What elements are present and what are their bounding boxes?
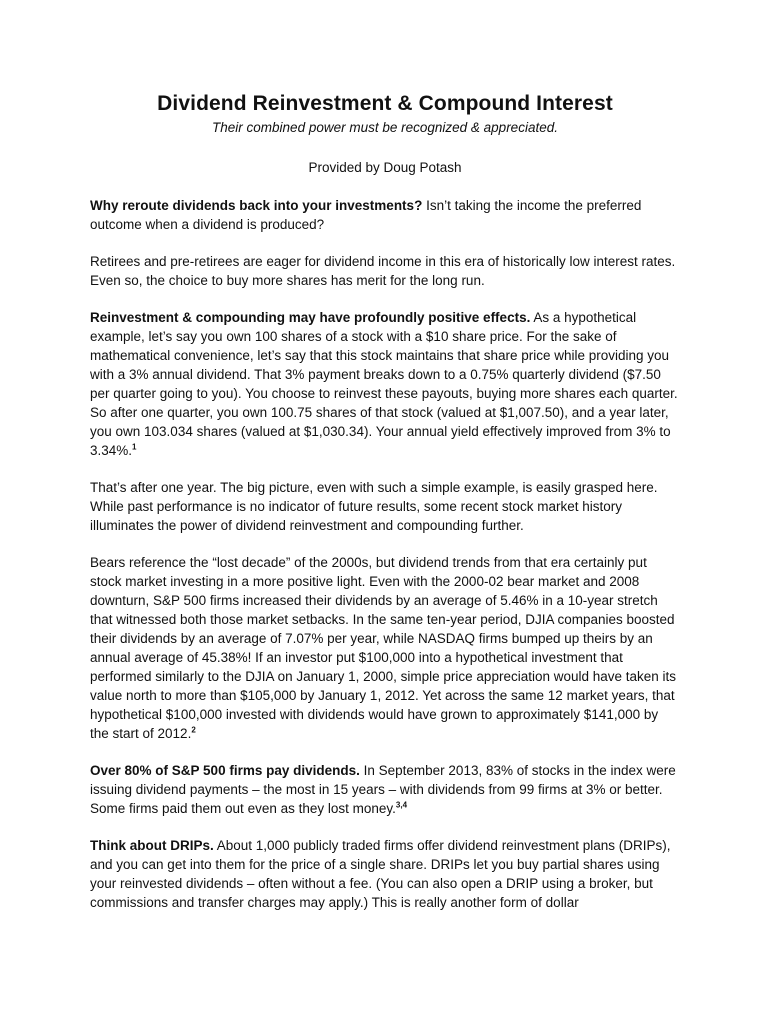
paragraph-text: Retirees and pre-retirees are eager for dividend income in this era of historically low interest rates. Even so, the choice to buy more shares has merit for the long run.: [90, 254, 676, 288]
paragraph: [90, 836, 680, 912]
paragraph: [90, 252, 680, 290]
paragraph-text: As a hypothetical example, let’s say you own 100 shares of a stock with a $10 share price. For the sake of mathematical convenience, let’s say that this stock maintains that share price while providing you with a 3% annual dividend. That 3% payment breaks down to a 0.75% quarterly dividend ($7.50 per quarter going to you). You choose to reinvest these payouts, buying more shares each quarter. So after one quarter, you own 100.75 shares of that stock (valued at $1,007.50), and a year later, you own 103.034 shares (valued at $1,030.34). Your annual yield effectively improved from 3% to 3.34%.: [90, 310, 678, 458]
document-title: Dividend Reinvestment & Compound Interest: [157, 92, 613, 115]
paragraph-text: Isn’t taking the income the preferred outcome when a dividend is produced?: [90, 198, 642, 232]
paragraph-text: About 1,000 publicly traded firms offer dividend reinvestment plans (DRIPs), and you can get into them for the price of a single share. DRIPs let you buy partial shares using your reinvested dividends – often without a fee. (You can also open a DRIP using a broker, but commissions and transfer charges may apply.) This is really another form of dollar: [90, 838, 671, 910]
paragraph-text: That’s after one year. The big picture, even with such a simple example, is easily grasped here. While past performance is no indicator of future results, some recent stock market history illuminates the power of dividend reinvestment and compounding further.: [90, 480, 658, 533]
paragraph: [90, 761, 680, 818]
document-subtitle: Their combined power must be recognized & appreciated.: [212, 120, 558, 135]
paragraph-lead: Reinvestment & compounding may have profoundly positive effects.: [90, 310, 531, 325]
paragraph-lead: Why reroute dividends back into your investments?: [90, 198, 423, 213]
footnote-marker: 2: [191, 725, 196, 735]
paragraph-text: In September 2013, 83% of stocks in the index were issuing dividend payments – the most in 15 years – with dividends from 99 firms at 3% or better. Some firms paid them out even as they lost money.: [90, 763, 676, 816]
paragraph: [90, 478, 680, 535]
paragraph-lead: Think about DRIPs.: [90, 838, 214, 853]
paragraph-text: Bears reference the “lost decade” of the 2000s, but dividend trends from that era certainly put stock market investing in a more positive light. Even with the 2000-02 bear market and 2008 downturn, S&P 500 firms increased their dividends by an average of 5.46% in a 10-year stretch that witnessed both those market setbacks. In the same ten-year period, DJIA companies boosted their dividends by an average of 7.07% per year, while NASDAQ firms bumped up theirs by an annual average of 45.38%! If an investor put $100,000 into a hypothetical investment that performed similarly to the DJIA on January 1, 2000, simple price appreciation would have taken its value north to more than $105,000 by January 1, 2012. Yet across the same 12 market years, that hypothetical $100,000 invested with dividends would have grown to approximately $141,000 by the start of 2012.: [90, 555, 677, 741]
paragraph: [90, 196, 680, 234]
paragraph: [90, 308, 680, 460]
paragraph: [90, 553, 680, 743]
document-page: [90, 90, 680, 912]
document-byline: Provided by Doug Potash: [308, 160, 462, 175]
footnote-marker: 3,4: [395, 800, 408, 810]
paragraph-lead: Over 80% of S&P 500 firms pay dividends.: [90, 763, 360, 778]
footnote-marker: 1: [132, 442, 137, 452]
